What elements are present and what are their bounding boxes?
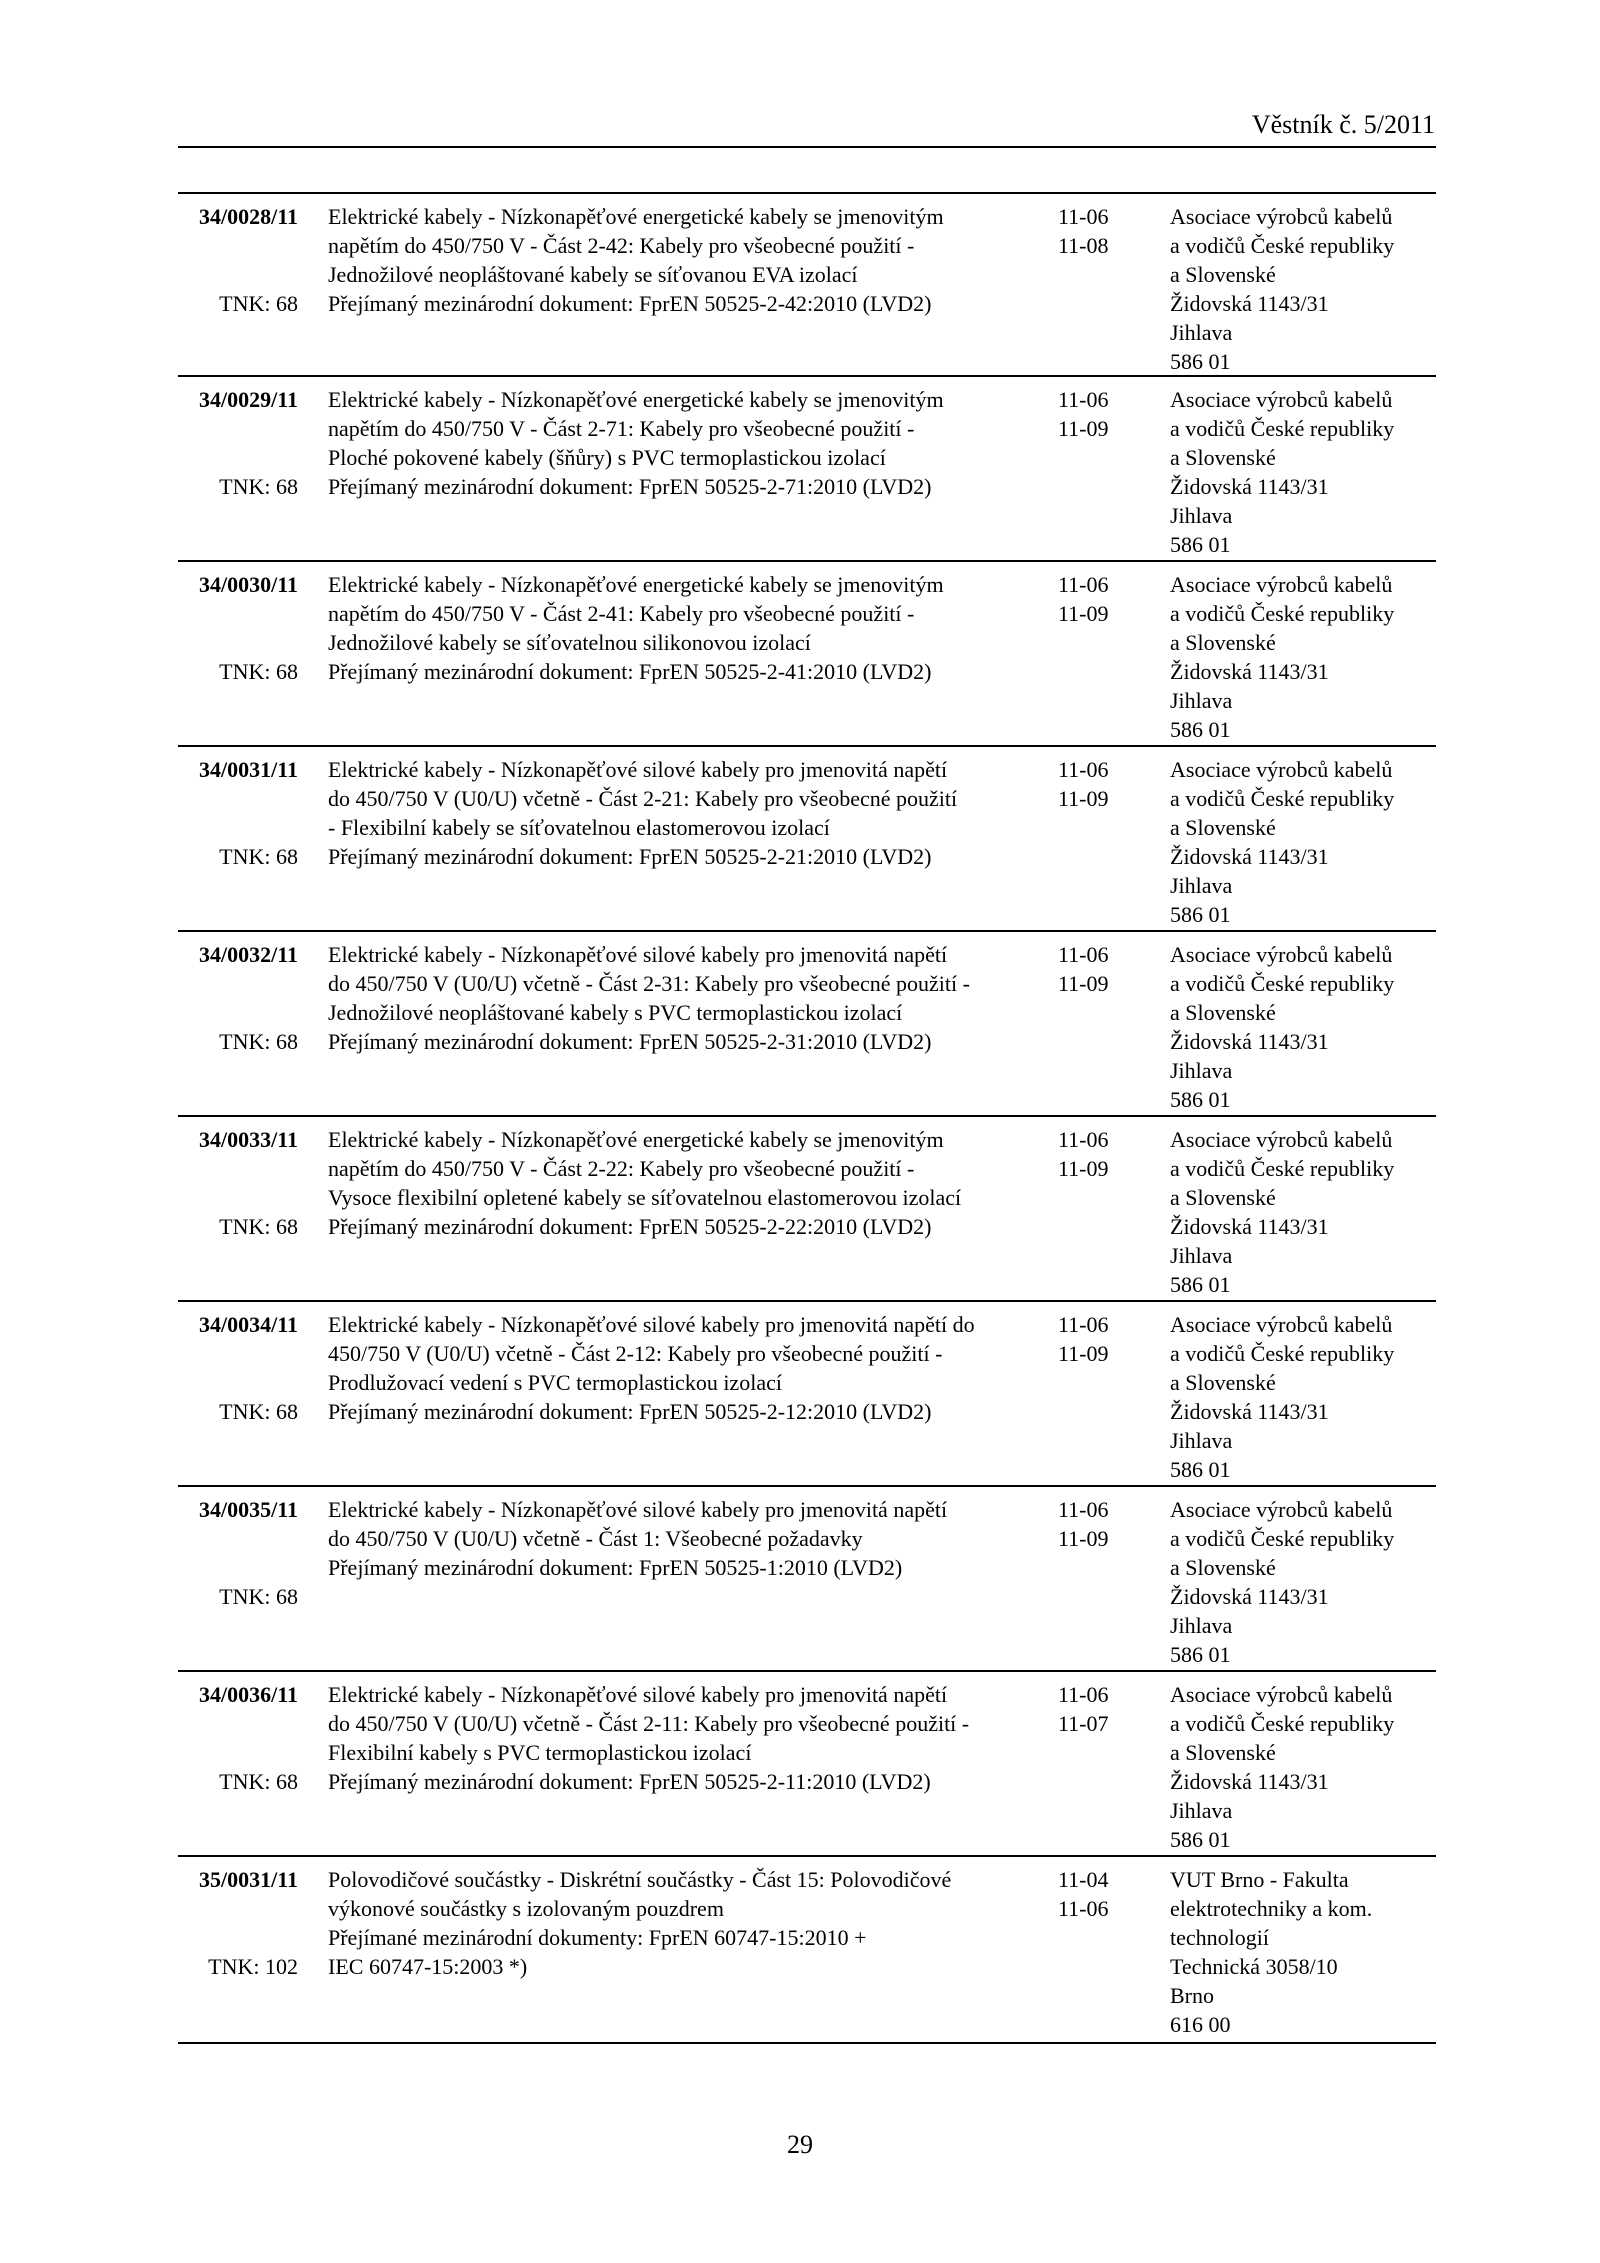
description-line: Přejímaný mezinárodní dokument: FprEN 50525-2-11:2010 (LVD2) xyxy=(328,1769,931,1794)
organization-line: 586 01 xyxy=(1170,1827,1231,1852)
description-cell xyxy=(328,570,1028,686)
record-id-cell xyxy=(178,1125,298,1239)
date-value: 11-06 xyxy=(1058,1682,1109,1707)
record-code: 34/0035/11 xyxy=(198,1497,298,1522)
description-line: Přejímaný mezinárodní dokument: FprEN 50525-2-21:2010 (LVD2) xyxy=(328,844,932,869)
organization-line: a vodičů České republiky xyxy=(1170,1341,1395,1366)
record-code: 34/0033/11 xyxy=(198,1127,298,1152)
table-row xyxy=(178,1302,1436,1487)
tnk-label: TNK: 68 xyxy=(219,844,298,869)
organization-line: a Slovenské xyxy=(1170,815,1276,840)
description-cell xyxy=(328,1680,1028,1796)
organization-line: Asociace výrobců kabelů xyxy=(1170,572,1393,597)
tnk-label: TNK: 68 xyxy=(219,1769,298,1794)
tnk-label: TNK: 68 xyxy=(219,659,298,684)
organization-line: Asociace výrobců kabelů xyxy=(1170,387,1393,412)
table-row xyxy=(178,1487,1436,1672)
description-line: do 450/750 V (U0/U) včetně - Část 2-21: Kabely pro všeobecné použití xyxy=(328,786,958,811)
date-value: 11-07 xyxy=(1058,1711,1109,1736)
tnk-label: TNK: 68 xyxy=(219,1584,298,1609)
description-cell xyxy=(328,755,1028,871)
table-row xyxy=(178,1117,1436,1302)
description-line: Jednožilové kabely se síťovatelnou silikonovou izolací xyxy=(328,630,811,655)
dates-cell xyxy=(1058,1495,1138,1553)
organization-cell xyxy=(1170,570,1440,744)
date-value: 11-09 xyxy=(1058,1526,1109,1551)
organization-line: 586 01 xyxy=(1170,1457,1231,1482)
organization-line: Jihlava xyxy=(1170,688,1233,713)
organization-line: 586 01 xyxy=(1170,1087,1231,1112)
description-line: Přejímaný mezinárodní dokument: FprEN 50525-2-31:2010 (LVD2) xyxy=(328,1029,932,1054)
description-line: Elektrické kabely - Nízkonapěťové energetické kabely se jmenovitým xyxy=(328,387,944,412)
dates-cell xyxy=(1058,385,1138,443)
organization-line: Židovská 1143/31 xyxy=(1170,1029,1329,1054)
description-line: 450/750 V (U0/U) včetně - Část 2-12: Kabely pro všeobecné použití - xyxy=(328,1341,943,1366)
organization-line: Asociace výrobců kabelů xyxy=(1170,942,1393,967)
date-value: 11-06 xyxy=(1058,1497,1109,1522)
record-code: 34/0030/11 xyxy=(198,572,298,597)
record-code: 35/0031/11 xyxy=(198,1867,298,1892)
organization-line: 586 01 xyxy=(1170,902,1231,927)
description-line: napětím do 450/750 V - Část 2-22: Kabely pro všeobecné použití - xyxy=(328,1156,915,1181)
dates-cell xyxy=(1058,202,1138,260)
organization-line: 586 01 xyxy=(1170,532,1231,557)
table-row xyxy=(178,1857,1436,2044)
record-code: 34/0036/11 xyxy=(198,1682,298,1707)
date-value: 11-06 xyxy=(1058,757,1109,782)
record-id-cell xyxy=(178,570,298,684)
organization-line: a Slovenské xyxy=(1170,630,1276,655)
table-row xyxy=(178,747,1436,932)
description-line: Přejímaný mezinárodní dokument: FprEN 50525-2-42:2010 (LVD2) xyxy=(328,291,932,316)
organization-line: Židovská 1143/31 xyxy=(1170,1399,1329,1424)
organization-line: Jihlava xyxy=(1170,1428,1233,1453)
description-line: výkonové součástky s izolovaným pouzdrem xyxy=(328,1896,724,1921)
organization-cell xyxy=(1170,1310,1440,1484)
description-line: - Flexibilní kabely se síťovatelnou elastomerovou izolací xyxy=(328,815,830,840)
table-row xyxy=(178,377,1436,562)
organization-line: Jihlava xyxy=(1170,1798,1233,1823)
table-row xyxy=(178,192,1436,377)
description-line: Jednožilové neopláštované kabely s PVC termoplastickou izolací xyxy=(328,1000,903,1025)
organization-line: Asociace výrobců kabelů xyxy=(1170,204,1393,229)
tnk-label: TNK: 68 xyxy=(219,291,298,316)
description-line: Přejímané mezinárodní dokumenty: FprEN 60747-15:2010 + xyxy=(328,1925,867,1950)
dates-cell xyxy=(1058,940,1138,998)
description-line: Přejímaný mezinárodní dokument: FprEN 50525-1:2010 (LVD2) xyxy=(328,1555,903,1580)
dates-cell xyxy=(1058,570,1138,628)
description-line: Elektrické kabely - Nízkonapěťové silové kabely pro jmenovitá napětí do xyxy=(328,1312,975,1337)
description-cell xyxy=(328,1865,1028,1981)
description-line: do 450/750 V (U0/U) včetně - Část 1: Všeobecné požadavky xyxy=(328,1526,863,1551)
organization-line: Asociace výrobců kabelů xyxy=(1170,1127,1393,1152)
record-id-cell xyxy=(178,940,298,1054)
organization-line: Židovská 1143/31 xyxy=(1170,659,1329,684)
organization-line: Jihlava xyxy=(1170,873,1233,898)
organization-line: elektrotechniky a kom. xyxy=(1170,1896,1373,1921)
organization-line: 586 01 xyxy=(1170,1642,1231,1667)
table-row xyxy=(178,562,1436,747)
organization-line: Jihlava xyxy=(1170,503,1233,528)
organization-line: a vodičů České republiky xyxy=(1170,601,1395,626)
organization-line: a vodičů České republiky xyxy=(1170,971,1395,996)
organization-line: a vodičů České republiky xyxy=(1170,1526,1395,1551)
organization-line: Jihlava xyxy=(1170,320,1233,345)
organization-line: Židovská 1143/31 xyxy=(1170,1584,1329,1609)
tnk-label: TNK: 68 xyxy=(219,1029,298,1054)
description-line: napětím do 450/750 V - Část 2-41: Kabely pro všeobecné použití - xyxy=(328,601,915,626)
description-line: Elektrické kabely - Nízkonapěťové silové kabely pro jmenovitá napětí xyxy=(328,757,948,782)
description-cell xyxy=(328,1310,1028,1426)
description-line: Vysoce flexibilní opletené kabely se síťovatelnou elastomerovou izolací xyxy=(328,1185,962,1210)
description-line: Přejímaný mezinárodní dokument: FprEN 50525-2-22:2010 (LVD2) xyxy=(328,1214,932,1239)
record-code: 34/0029/11 xyxy=(198,387,298,412)
organization-cell xyxy=(1170,1865,1440,2039)
description-line: Přejímaný mezinárodní dokument: FprEN 50525-2-12:2010 (LVD2) xyxy=(328,1399,932,1424)
organization-cell xyxy=(1170,940,1440,1114)
organization-line: 586 01 xyxy=(1170,1272,1231,1297)
organization-line: Židovská 1143/31 xyxy=(1170,844,1329,869)
description-line: Elektrické kabely - Nízkonapěťové silové kabely pro jmenovitá napětí xyxy=(328,1682,948,1707)
record-id-cell xyxy=(178,1495,298,1609)
record-id-cell xyxy=(178,755,298,869)
description-line: Flexibilní kabely s PVC termoplastickou izolací xyxy=(328,1740,752,1765)
table-row xyxy=(178,1672,1436,1857)
tnk-label: TNK: 102 xyxy=(208,1954,298,1979)
description-line: IEC 60747-15:2003 *) xyxy=(328,1954,528,1979)
date-value: 11-09 xyxy=(1058,971,1109,996)
organization-line: a vodičů České republiky xyxy=(1170,1156,1395,1181)
organization-line: a Slovenské xyxy=(1170,1370,1276,1395)
date-value: 11-09 xyxy=(1058,416,1109,441)
record-id-cell xyxy=(178,1680,298,1794)
description-cell xyxy=(328,1495,1028,1582)
record-id-cell xyxy=(178,202,298,316)
record-code: 34/0032/11 xyxy=(198,942,298,967)
description-cell xyxy=(328,1125,1028,1241)
description-cell xyxy=(328,385,1028,501)
organization-line: 586 01 xyxy=(1170,717,1231,742)
description-line: do 450/750 V (U0/U) včetně - Část 2-31: Kabely pro všeobecné použití - xyxy=(328,971,970,996)
description-line: Elektrické kabely - Nízkonapěťové silové kabely pro jmenovitá napětí xyxy=(328,1497,948,1522)
description-line: Jednožilové neopláštované kabely se síťovanou EVA izolací xyxy=(328,262,858,287)
date-value: 11-06 xyxy=(1058,572,1109,597)
organization-line: Židovská 1143/31 xyxy=(1170,1769,1329,1794)
organization-line: a Slovenské xyxy=(1170,1740,1276,1765)
tnk-label: TNK: 68 xyxy=(219,1399,298,1424)
organization-line: Asociace výrobců kabelů xyxy=(1170,1312,1393,1337)
organization-line: a vodičů České republiky xyxy=(1170,1711,1395,1736)
description-cell xyxy=(328,940,1028,1056)
record-code: 34/0031/11 xyxy=(198,757,298,782)
organization-line: a Slovenské xyxy=(1170,262,1276,287)
record-code: 34/0034/11 xyxy=(198,1312,298,1337)
dates-cell xyxy=(1058,1125,1138,1183)
organization-line: technologií xyxy=(1170,1925,1269,1950)
organization-line: a vodičů České republiky xyxy=(1170,786,1395,811)
page-number: 29 xyxy=(787,2130,813,2159)
date-value: 11-06 xyxy=(1058,1312,1109,1337)
organization-line: Brno xyxy=(1170,1983,1214,2008)
organization-cell xyxy=(1170,1125,1440,1299)
organization-line: 586 01 xyxy=(1170,349,1231,374)
dates-cell xyxy=(1058,1310,1138,1368)
description-cell xyxy=(328,202,1028,318)
date-value: 11-06 xyxy=(1058,1896,1109,1921)
organization-line: Asociace výrobců kabelů xyxy=(1170,1682,1393,1707)
description-line: Elektrické kabely - Nízkonapěťové energetické kabely se jmenovitým xyxy=(328,572,944,597)
organization-line: Technická 3058/10 xyxy=(1170,1954,1338,1979)
dates-cell xyxy=(1058,1865,1138,1923)
organization-cell xyxy=(1170,202,1440,376)
description-line: napětím do 450/750 V - Část 2-42: Kabely pro všeobecné použití - xyxy=(328,233,915,258)
description-line: Ploché pokovené kabely (šňůry) s PVC termoplastickou izolací xyxy=(328,445,886,470)
organization-line: Asociace výrobců kabelů xyxy=(1170,757,1393,782)
description-line: Přejímaný mezinárodní dokument: FprEN 50525-2-41:2010 (LVD2) xyxy=(328,659,932,684)
record-id-cell xyxy=(178,1865,298,1979)
tnk-label: TNK: 68 xyxy=(219,1214,298,1239)
date-value: 11-08 xyxy=(1058,233,1109,258)
table-row xyxy=(178,932,1436,1117)
organization-line: Židovská 1143/31 xyxy=(1170,1214,1329,1239)
description-line: Elektrické kabely - Nízkonapěťové energetické kabely se jmenovitým xyxy=(328,1127,944,1152)
description-line: Prodlužovací vedení s PVC termoplastickou izolací xyxy=(328,1370,782,1395)
date-value: 11-09 xyxy=(1058,1156,1109,1181)
date-value: 11-06 xyxy=(1058,387,1109,412)
organization-cell xyxy=(1170,1495,1440,1669)
date-value: 11-06 xyxy=(1058,1127,1109,1152)
organization-line: a Slovenské xyxy=(1170,1555,1276,1580)
announcement-table xyxy=(178,192,1436,2044)
date-value: 11-09 xyxy=(1058,786,1109,811)
organization-cell xyxy=(1170,385,1440,559)
organization-line: Jihlava xyxy=(1170,1058,1233,1083)
record-code: 34/0028/11 xyxy=(198,204,298,229)
organization-line: a vodičů České republiky xyxy=(1170,233,1395,258)
date-value: 11-04 xyxy=(1058,1867,1109,1892)
organization-line: Asociace výrobců kabelů xyxy=(1170,1497,1393,1522)
organization-line: a Slovenské xyxy=(1170,445,1276,470)
organization-line: Jihlava xyxy=(1170,1243,1233,1268)
organization-line: VUT Brno - Fakulta xyxy=(1170,1867,1349,1892)
description-line: Polovodičové součástky - Diskrétní součástky - Část 15: Polovodičové xyxy=(328,1867,952,1892)
organization-line: a vodičů České republiky xyxy=(1170,416,1395,441)
description-line: Elektrické kabely - Nízkonapěťové energetické kabely se jmenovitým xyxy=(328,204,944,229)
dates-cell xyxy=(1058,1680,1138,1738)
record-id-cell xyxy=(178,385,298,499)
journal-title: Věstník č. 5/2011 xyxy=(1251,110,1435,139)
tnk-label: TNK: 68 xyxy=(219,474,298,499)
header-rule xyxy=(178,146,1436,148)
organization-line: Židovská 1143/31 xyxy=(1170,291,1329,316)
dates-cell xyxy=(1058,755,1138,813)
organization-line: a Slovenské xyxy=(1170,1000,1276,1025)
organization-line: Židovská 1143/31 xyxy=(1170,474,1329,499)
organization-line: Jihlava xyxy=(1170,1613,1233,1638)
description-line: Přejímaný mezinárodní dokument: FprEN 50525-2-71:2010 (LVD2) xyxy=(328,474,932,499)
organization-cell xyxy=(1170,755,1440,929)
organization-cell xyxy=(1170,1680,1440,1854)
description-line: Elektrické kabely - Nízkonapěťové silové kabely pro jmenovitá napětí xyxy=(328,942,948,967)
date-value: 11-06 xyxy=(1058,942,1109,967)
organization-line: 616 00 xyxy=(1170,2012,1231,2037)
date-value: 11-06 xyxy=(1058,204,1109,229)
record-id-cell xyxy=(178,1310,298,1424)
description-line: do 450/750 V (U0/U) včetně - Část 2-11: Kabely pro všeobecné použití - xyxy=(328,1711,970,1736)
description-line: napětím do 450/750 V - Část 2-71: Kabely pro všeobecné použití - xyxy=(328,416,915,441)
date-value: 11-09 xyxy=(1058,601,1109,626)
date-value: 11-09 xyxy=(1058,1341,1109,1366)
organization-line: a Slovenské xyxy=(1170,1185,1276,1210)
